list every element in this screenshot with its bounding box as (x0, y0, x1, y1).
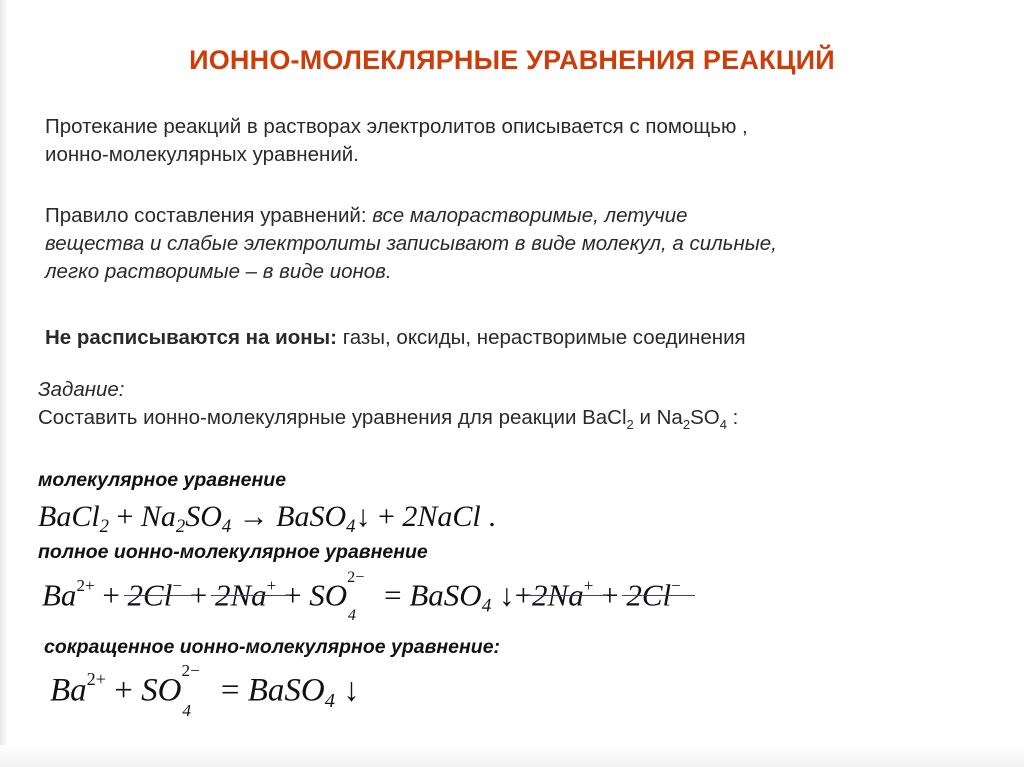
eq2-down-arrow-icon: ↓ (491, 577, 515, 613)
rule-line-3 (45, 258, 975, 286)
task-block (38, 376, 738, 439)
rule-text-2: вещества и слабые электролиты записывают в виде молекул, а сильные, (45, 232, 777, 255)
task-sub-2: 2 (682, 417, 691, 433)
eq1-nacl: 2NaCl (402, 500, 481, 533)
eq2-na2-struck (532, 576, 593, 613)
rule-text-1: все малорастворимые, летучие (372, 204, 688, 227)
eq3-so-sub: 4 (182, 700, 191, 720)
rule-line-2 (45, 230, 975, 258)
task-sub-3: 4 (719, 417, 727, 433)
eq3-baso-sub: 4 (324, 689, 335, 712)
exceptions-paragraph (45, 324, 975, 352)
eq2-baso: BaSO (409, 577, 482, 613)
intro-line-1: Протекание реакций в растворах электролитов описывается с помощью , (45, 115, 748, 138)
eq3-so-charge: 2− (181, 661, 200, 681)
eq2-cl2-charge: − (671, 576, 681, 595)
label-molecular: молекулярное уравнение (38, 469, 287, 491)
eq2-so: SO (309, 577, 348, 613)
eq2-na-charge: + (266, 576, 277, 595)
eq2-na: 2Na (214, 577, 267, 613)
task-label-text: Задание: (38, 378, 125, 401)
eq2-cl2-struck (626, 576, 680, 613)
intro-line-2: ионно-молекулярных уравнений. (45, 143, 359, 166)
task-label (38, 376, 738, 404)
label-short-ionic: сокращенное ионно-молекулярное уравнение: (44, 636, 501, 658)
eq2-na-struck (215, 576, 276, 613)
eq3-so-indices (181, 661, 212, 720)
eq1-arrow-icon: → (231, 500, 277, 533)
eq2-cl-struck (128, 576, 182, 613)
label-full-ionic: полное ионно-молекулярное уравнение (38, 541, 428, 563)
eq3-ba-charge: 2+ (86, 669, 106, 689)
eq1-so-sub: 4 (221, 515, 232, 537)
eq2-plus-1: + (94, 577, 128, 613)
equation-short-ionic (50, 661, 360, 720)
eq2-cl2: 2Cl (626, 577, 672, 613)
eq2-ba-charge: 2+ (76, 576, 95, 595)
eq2-so-charge: 2− (347, 568, 365, 586)
eq1-plus-2: + (370, 500, 403, 533)
slide-title: ИОННО-МОЛЕКЛЯРНЫЕ УРАВНЕНИЯ РЕАКЦИЙ (189, 45, 835, 75)
task-text-mid: и Na (633, 406, 683, 429)
eq2-na2-charge: + (583, 576, 594, 595)
exceptions-bold: Не расписываются на ионы: (45, 326, 337, 349)
rule-line-1 (45, 202, 975, 230)
equation-molecular (38, 500, 496, 538)
eq2-ba: Ba (42, 577, 77, 613)
task-text-prefix: Составить ионно-молекулярные уравнения для реакции BaCl (38, 406, 627, 429)
eq1-na-sub: 2 (175, 515, 186, 537)
eq2-so-sub: 4 (347, 606, 356, 624)
eq1-na: Na (140, 500, 176, 533)
intro-paragraph (45, 113, 975, 169)
eq2-na2: 2Na (532, 577, 584, 613)
eq1-down-arrow-icon: ↓ (355, 500, 371, 533)
eq1-plus: + (108, 500, 141, 533)
eq2-plus-3: + (276, 577, 310, 613)
rule-lead: Правило составления уравнений: (45, 204, 373, 227)
slide-bottom-shadow (0, 745, 1024, 767)
eq3-equals: = (212, 672, 248, 709)
eq1-end: . (480, 500, 496, 533)
eq2-so-indices (347, 568, 376, 624)
rule-paragraph (45, 202, 975, 286)
eq1-so: SO (185, 500, 222, 533)
eq1-bacl: BaCl (38, 500, 100, 533)
exceptions-text: газы, оксиды, нерастворимые соединения (337, 326, 746, 349)
eq1-baso: BaSO (276, 500, 347, 533)
slide-left-edge (0, 0, 8, 767)
task-suffix: : (726, 406, 739, 429)
eq2-equals: = (376, 577, 410, 613)
task-text (38, 404, 738, 439)
equation-full-ionic (42, 568, 681, 624)
eq1-bacl-sub: 2 (99, 515, 109, 537)
eq2-plus-5: + (593, 577, 627, 613)
eq2-baso-sub: 4 (481, 595, 492, 617)
rule-text-3: легко растворимые – в виде ионов. (45, 260, 392, 283)
task-sub-1: 2 (626, 417, 634, 433)
eq3-ba: Ba (50, 672, 87, 709)
eq3-plus: + (105, 672, 142, 709)
task-so: SO (690, 406, 720, 429)
eq2-cl: 2Cl (127, 577, 173, 613)
eq1-baso-sub: 4 (346, 515, 356, 537)
eq3-baso: BaSO (247, 672, 325, 709)
eq3-so: SO (141, 672, 182, 709)
eq2-plus-2: + (181, 577, 215, 613)
eq2-plus-4: + (514, 577, 533, 613)
eq2-cl-charge: − (172, 576, 182, 595)
eq3-down-arrow-icon: ↓ (334, 672, 360, 709)
